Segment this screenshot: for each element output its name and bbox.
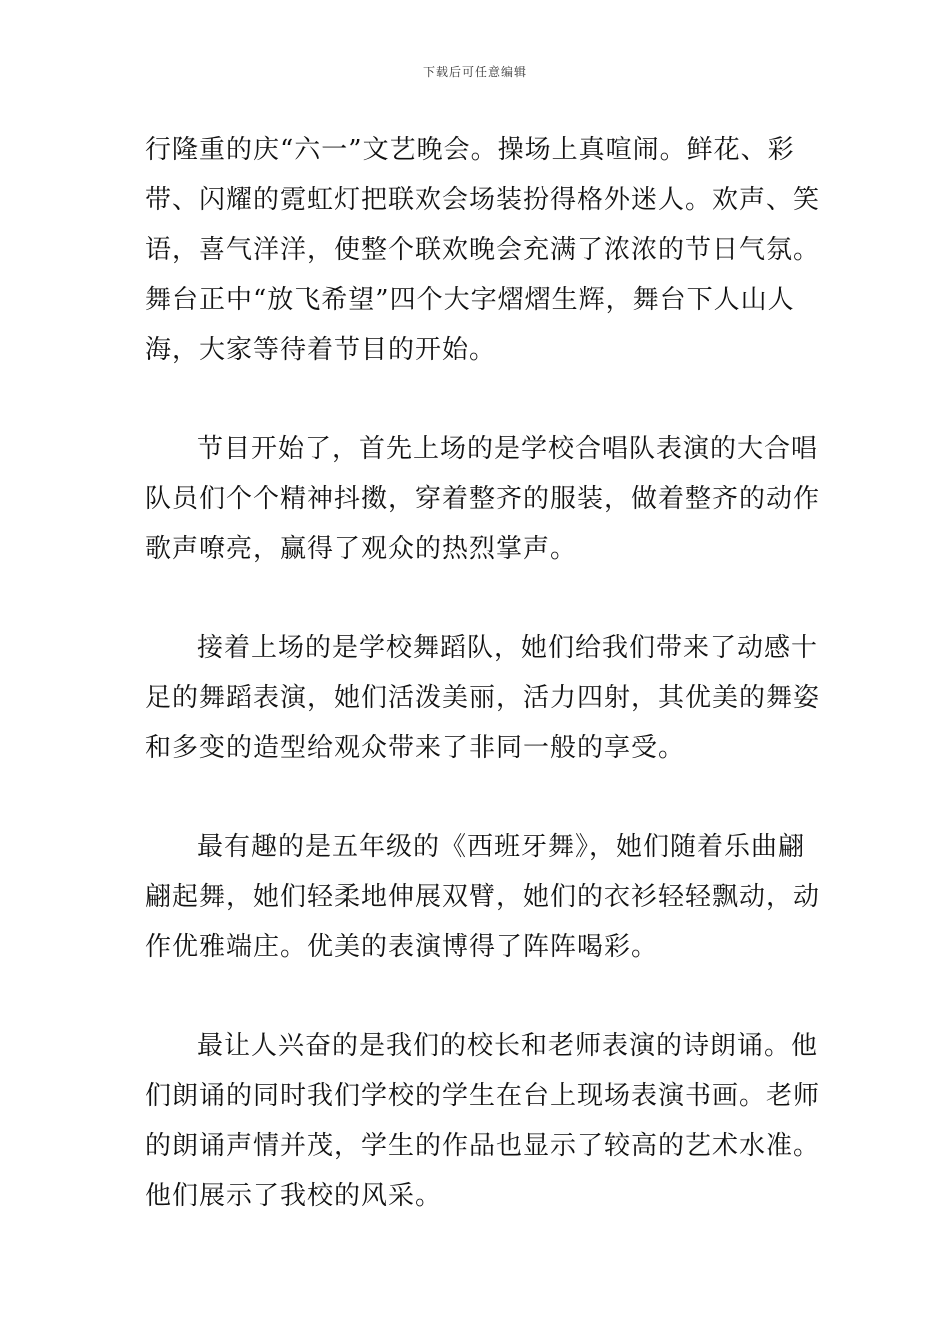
page-header: 下载后可任意编辑	[422, 65, 527, 79]
paragraph-line: 最让人兴奋的是我们的校长和老师表演的诗朗诵。他	[197, 1031, 819, 1061]
paragraph-line: 作优雅端庄。优美的表演博得了阵阵喝彩。	[145, 932, 659, 962]
paragraph-1	[145, 125, 821, 375]
paragraph-line: 舞台正中“放飞希望”四个大字熠熠生辉，舞台下人山人	[145, 285, 795, 315]
paragraph-line: 翩起舞，她们轻柔地伸展双臂，她们的衣衫轻轻飘动，动	[145, 882, 821, 912]
paragraph-line: 行隆重的庆“六一”文艺晚会。操场上真喧闹。鲜花、彩	[145, 135, 795, 165]
paragraph-line: 海，大家等待着节目的开始。	[145, 335, 497, 365]
paragraph-line: 语，喜气洋洋，使整个联欢晚会充满了浓浓的节日气氛。	[145, 235, 821, 265]
paragraph-line: 歌声嘹亮，赢得了观众的热烈掌声。	[145, 534, 578, 564]
paragraph-line: 他们展示了我校的风采。	[145, 1181, 443, 1211]
paragraph-2	[145, 424, 821, 574]
paragraph-line: 接着上场的是学校舞蹈队，她们给我们带来了动感十	[197, 633, 819, 663]
paragraph-5	[145, 1021, 821, 1221]
paragraph-line: 节目开始了，首先上场的是学校合唱队表演的大合唱	[197, 434, 819, 464]
paragraph-line: 队员们个个精神抖擞，穿着整齐的服装，做着整齐的动作	[145, 484, 821, 514]
paragraph-line: 带、闪耀的霓虹灯把联欢会场装扮得格外迷人。欢声、笑	[145, 185, 821, 215]
paragraph-3	[145, 623, 821, 773]
paragraph-line: 们朗诵的同时我们学校的学生在台上现场表演书画。老师	[145, 1081, 821, 1111]
paragraph-line: 的朗诵声情并茂，学生的作品也显示了较高的艺术水准。	[145, 1131, 821, 1161]
paragraph-line: 和多变的造型给观众带来了非同一般的享受。	[145, 733, 686, 763]
paragraph-line: 足的舞蹈表演，她们活泼美丽，活力四射，其优美的舞姿	[145, 683, 821, 713]
paragraph-4	[145, 822, 821, 972]
paragraph-line: 最有趣的是五年级的《西班牙舞》，她们随着乐曲翩	[197, 832, 806, 862]
